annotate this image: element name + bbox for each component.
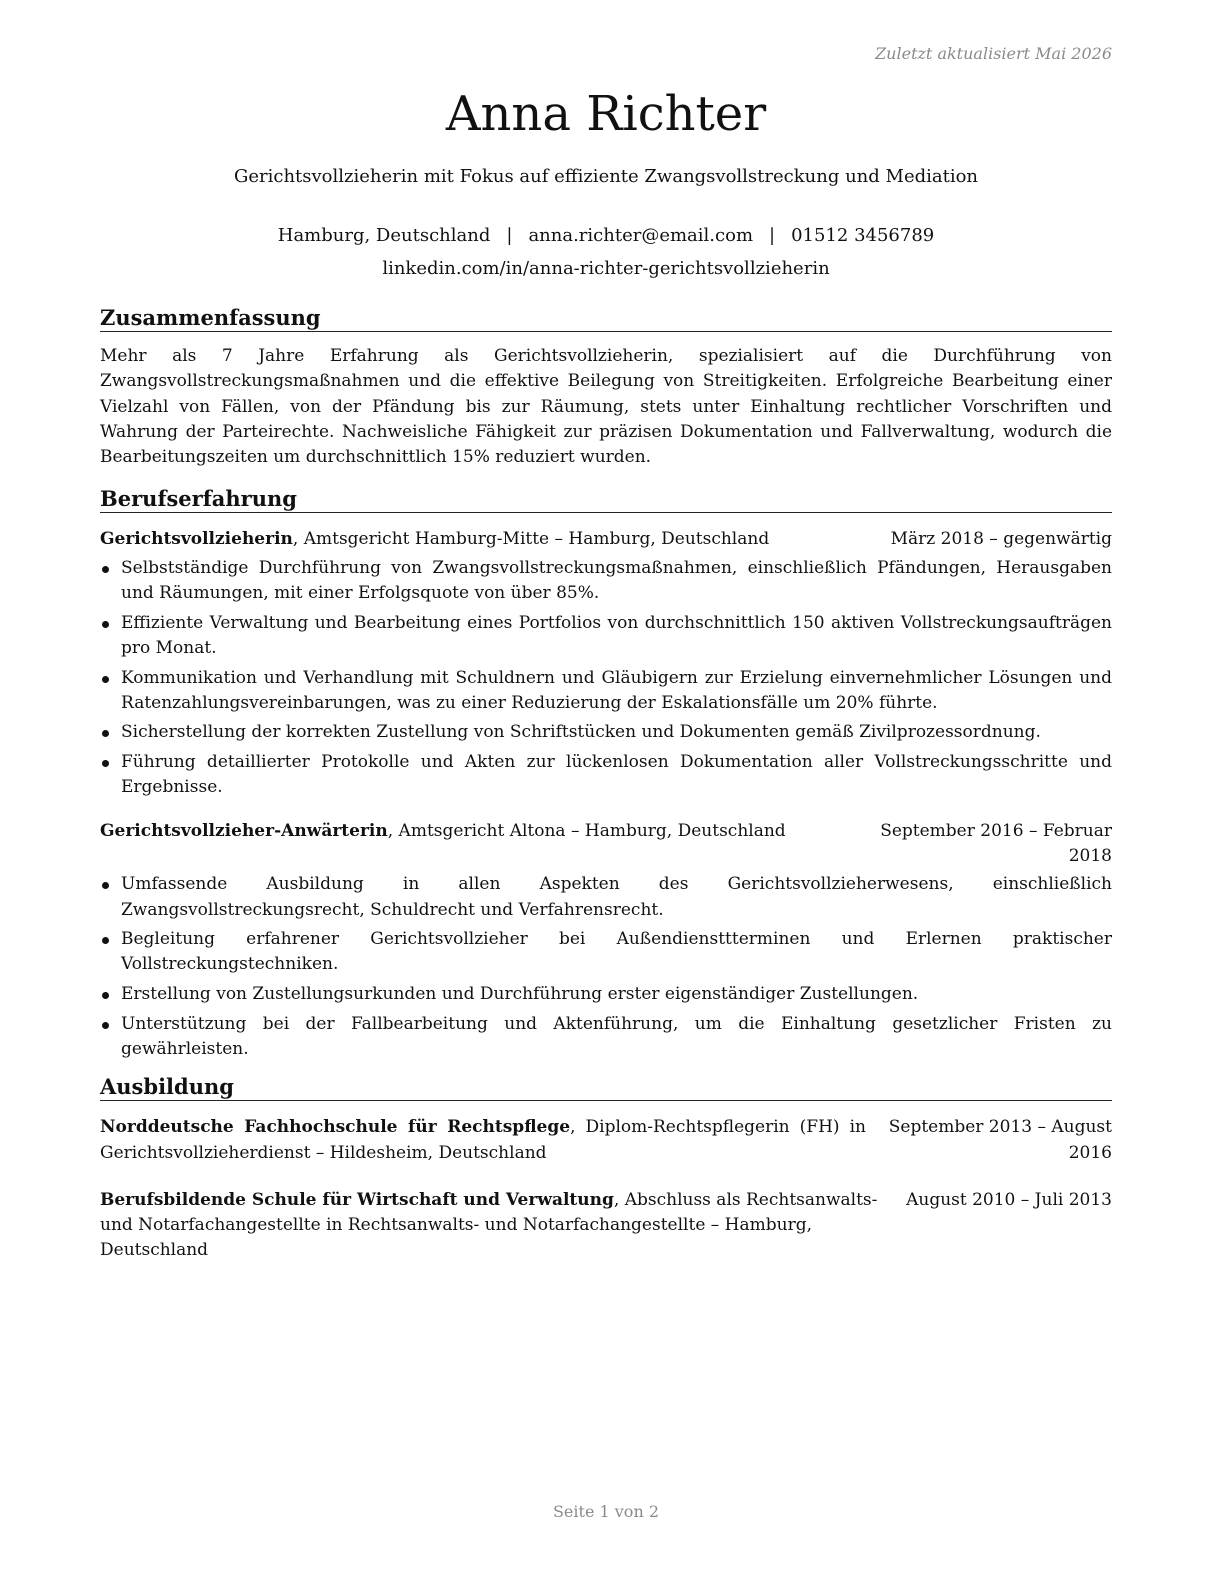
job-dates: September 2016 – Februar 2018 [880,820,1112,866]
section-title-summary: Zusammenfassung [100,305,1112,332]
bullet-icon [102,992,109,999]
job-employer: , Amtsgericht Altona – Hamburg, Deutschland [387,820,786,841]
contact-separator: | [769,225,776,246]
list-item-text: Sicherstellung der korrekten Zustellung von Schriftstücken und Dokumenten gemäß Zivilprozessordnung. [121,722,1041,743]
linkedin-link[interactable]: linkedin.com/in/anna-richter-gerichtsvollzieherin [382,258,830,279]
list-item-text: Effiziente Verwaltung und Bearbeitung eines Portfolios von durchschnittlich 150 aktiven Vollstreckungsaufträgen pro Monat. [121,612,1112,658]
bullet-icon [102,1022,109,1029]
bullet-icon [102,760,109,767]
list-item [100,927,1112,978]
list-item [100,611,1112,662]
job-header [100,527,1112,552]
bullet-icon [102,676,109,683]
phone-number[interactable]: 01512 3456789 [791,225,935,246]
list-item [100,872,1112,923]
section-title-education: Ausbildung [100,1074,1112,1101]
list-item [100,720,1112,745]
education-dates: August 2010 – Juli 2013 [906,1189,1112,1210]
bullet-icon [102,937,109,944]
list-item-text: Führung detaillierter Protokolle und Akten zur lückenlosen Dokumentation aller Vollstreckungsschritte und Ergebnisse. [121,752,1112,798]
job-title-line [100,527,881,552]
email-link[interactable]: anna.richter@email.com [528,225,754,246]
candidate-name: Anna Richter [445,86,767,142]
education-entry [100,1188,1112,1264]
list-item [100,750,1112,801]
job-dates: März 2018 – gegenwärtig [890,529,1112,550]
education-title-line [100,1188,878,1264]
section-title-experience: Berufserfahrung [100,486,1112,513]
list-item [100,556,1112,607]
resume-sections [100,305,1112,1264]
summary-text: Mehr als 7 Jahre Erfahrung als Gerichtsvollzieherin, spezialisiert auf die Durchführung von Zwangsvollstreckungsmaßnahmen und die effektive Beilegung von Streitigkeiten. Erfolgreiche Bearbeitung einer Vielzahl von Fällen, von der Pfändung bis zur Räumung, stets unter Einhaltung rechtlicher Vorschriften und Wahrung der Parteirechte. Nachweisliche Fähigkeit zur präzisen Dokumentation und Fallverwaltung, wodurch die Bearbeitungszeiten um durchschnittlich 15% reduziert wurden. [100,346,1112,468]
job-title-line [100,819,866,844]
job-entry [100,819,1112,1063]
list-item [100,666,1112,717]
job-bullets [100,872,1112,1062]
degree-details: , Diplom-Rechtspflegerin (FH) in Gerichtsvollzieherdienst – Hildesheim, Deutschland [100,1117,866,1163]
list-item-text: Umfassende Ausbildung in allen Aspekten des Gerichtsvollzieherwesens, einschließlich Zwangsvollstreckungsrecht, Schuldrecht und Verfahrensrecht. [121,874,1112,920]
page-number: Seite 1 von 2 [552,1502,660,1521]
resume-page [100,0,1112,1584]
contact-line-2 [100,252,1112,285]
contact-line-1 [100,219,1112,252]
bullet-icon [102,882,109,889]
list-item-text: Erstellung von Zustellungsurkunden und Durchführung erster eigenständiger Zustellungen. [121,984,919,1005]
contact-info [100,219,1112,285]
education-dates: September 2013 – August 2016 [888,1117,1112,1163]
school-name: Berufsbildende Schule für Wirtschaft und Verwaltung [100,1189,614,1210]
location: Hamburg, Deutschland [277,225,491,246]
job-entry [100,527,1112,800]
list-item-text: Unterstützung bei der Fallbearbeitung und Aktenführung, um die Einhaltung gesetzlicher Fristen zu gewährleisten. [121,1013,1112,1059]
bullet-icon [102,566,109,573]
list-item [100,1012,1112,1063]
education-entry [100,1115,1112,1166]
list-item-text: Begleitung erfahrener Gerichtsvollzieher bei Außendiensttterminen und Erlernen praktischer Vollstreckungstechniken. [121,929,1112,975]
tagline: Gerichtsvollzieherin mit Fokus auf effiziente Zwangsvollstreckung und Mediation [233,166,979,187]
job-header [100,819,1112,870]
school-name: Norddeutsche Fachhochschule für Rechtspflege [100,1117,571,1138]
degree-details: , Abschluss als Rechtsanwalts- und Notarfachangestellte in Rechtsanwalts- und Notarfachangestellte – Hamburg, Deutschland [100,1189,878,1261]
list-item [100,982,1112,1007]
job-bullets [100,556,1112,801]
job-role: Gerichtsvollzieher-Anwärterin [100,820,388,841]
contact-separator: | [506,225,513,246]
bullet-icon [102,730,109,737]
list-item-text: Selbstständige Durchführung von Zwangsvollstreckungsmaßnahmen, einschließlich Pfändungen, Herausgaben und Räumungen, mit einer Erfolgsquote von über 85%. [121,557,1112,604]
job-role: Gerichtsvollzieherin [100,529,293,550]
last-updated: Zuletzt aktualisiert Mai 2026 [875,44,1112,63]
job-employer: , Amtsgericht Hamburg-Mitte – Hamburg, Deutschland [292,529,770,550]
education-title-line [100,1115,866,1166]
list-item-text: Kommunikation und Verhandlung mit Schuldnern und Gläubigern zur Erzielung einvernehmlicher Lösungen und Ratenzahlungsvereinbarungen, was zu einer Reduzierung der Eskalationsfälle um 20% führte. [121,667,1112,713]
bullet-icon [102,621,109,628]
